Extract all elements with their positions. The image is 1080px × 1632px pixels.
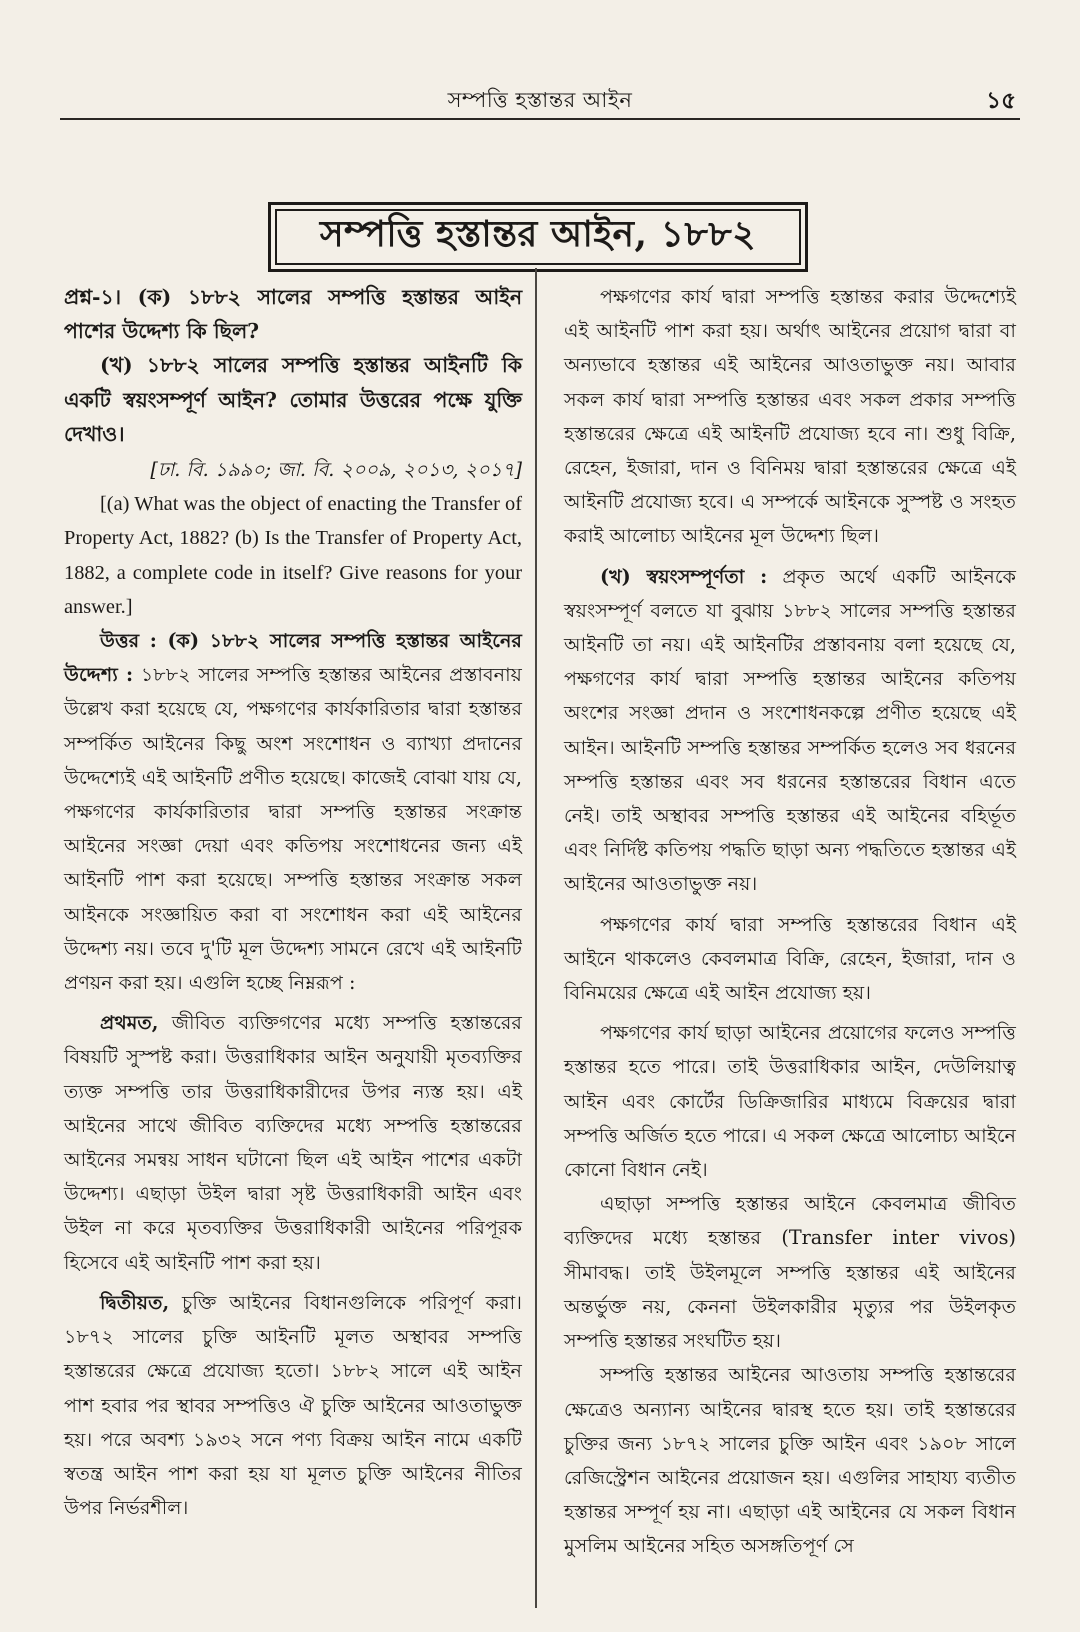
right-column (564, 280, 1016, 1564)
exam-citation: [ঢা. বি. ১৯৯০; জা. বি. ২০০৯, ২০১৩, ২০১৭] (150, 458, 522, 482)
column-divider (535, 268, 537, 1608)
right-paragraph-4: পক্ষগণের কার্য ছাড়া আইনের প্রয়োগের ফলেও সম্পত্তি হস্তান্তর হতে পারে। তাই উত্তরাধিকার আইন, দেউলিয়াত্ব আইন এবং কোর্টের ডিক্রিজারির মাধ্যমে বিক্রয়ের দ্বারা সম্পত্তি অর্জিত হতে পারে। এ সকল ক্ষেত্রে আলোচ্য আইনে কোনো বিধান নেই। (564, 1021, 1016, 1182)
chapter-title: সম্পত্তি হস্তান্তর আইন, ১৮৮২ (319, 213, 757, 255)
right-paragraph-6: সম্পত্তি হস্তান্তর আইনের আওতায় সম্পত্তি হস্তান্তরের ক্ষেত্রেও অন্যান্য আইনের দ্বারস্থ হতে হয়। তাই হস্তান্তরের চুক্তির জন্য ১৮৭২ সালের চুক্তি আইন এবং ১৯০৮ সালে রেজিস্ট্রেশন আইনের প্রয়োজন হয়। এগুলির সাহায্য ব্যতীত হস্তান্তর সম্পূর্ণ হয় না। এছাড়া এই আইনের যে সকল বিধান মুসলিম আইনের সহিত অসঙ্গতিপূর্ণ সে (564, 1363, 1016, 1558)
first-point-text: জীবিত ব্যক্তিগণের মধ্যে সম্পত্তি হস্তান্তরের বিষয়টি সুস্পষ্ট করা। উত্তরাধিকার আইন অনুযায়ী মৃতব্যক্তির ত্যক্ত সম্পত্তি তার উত্তরাধিকারীদের উপর ন্যস্ত হয়। এই আইনের সাথে জীবিত ব্যক্তিদের মধ্যে সম্পত্তি হস্তান্তরের আইনের সমন্বয় সাধন ঘটানো ছিল এই আইন পাশের একটা উদ্দেশ্য। এছাড়া উইল দ্বারা সৃষ্ট উত্তরাধিকারী আইন এবং উইল না করে মৃতব্যক্তির উত্তরাধিকারী আইনের পরিপূরক হিসেবে এই আইনটি পাশ করা হয়। (64, 1011, 522, 1274)
right-paragraph-5: এছাড়া সম্পত্তি হস্তান্তর আইনে কেবলমাত্র জীবিত ব্যক্তিদের মধ্যে হস্তান্তর (Transfer inter vivos) সীমাবদ্ধ। তাই উইলমূলে সম্পত্তি হস্তান্তর এই আইনের অন্তর্ভুক্ত নয়, কেননা উইলকারীর মৃত্যুর পর উইলকৃত সম্পত্তি হস্তান্তর সংঘটিত হয়। (564, 1192, 1016, 1353)
english-question: [(a) What was the object of enacting the Transfer of Property Act, 1882? (b) Is the Transfer of Property Act, 1882, a complete code in itself? Give reasons for your answer.] (64, 493, 522, 618)
first-point-lead: প্রথমত, (100, 1011, 159, 1035)
second-point-lead: দ্বিতীয়ত, (100, 1290, 170, 1314)
right-paragraph-1: পক্ষগণের কার্য দ্বারা সম্পত্তি হস্তান্তর করার উদ্দেশ্যেই এই আইনটি পাশ করা হয়। অর্থাৎ আইনের প্রয়োগ দ্বারা বা অন্যভাবে হস্তান্তর এই আইনের আওতাভুক্ত নয়। আবার সকল কার্য দ্বারা সম্পত্তি হস্তান্তর এবং সকল প্রকার সম্পত্তি হস্তান্তরের ক্ষেত্রে এই আইনটি প্রযোজ্য হবে না। শুধু বিক্রি, রেহেন, ইজারা, দান ও বিনিময় দ্বারা হস্তান্তরের ক্ষেত্রে এই আইনটি প্রযোজ্য হবে। এ সম্পর্কে আইনকে সুস্পষ্ট ও সংহত করাই আলোচ্য আইনের মূল উদ্দেশ্য ছিল। (564, 285, 1016, 548)
answer-heading: উত্তর : (ক) ১৮৮২ সালের সম্পত্তি হস্তান্তর আইনের উদ্দেশ্য : (64, 629, 522, 687)
chapter-title-inner-frame (275, 209, 801, 265)
answer-text: ১৮৮২ সালের সম্পত্তি হস্তান্তর আইনের প্রস্তাবনায় উল্লেখ করা হয়েছে যে, পক্ষগণের কার্যকারিতার দ্বারা হস্তান্তর সম্পর্কিত আইনের কিছু অংশ সংশোধন ও ব্যাখ্যা প্রদানের উদ্দেশ্যেই এই আইনটি প্রণীত হয়েছে। কাজেই বোঝা যায় যে, পক্ষগণের কার্যকারিতার দ্বারা সম্পত্তি হস্তান্তর সংক্রান্ত আইনের সংজ্ঞা দেয়া এবং কতিপয় সংশোধনের জন্য এই আইনটি পাশ করা হয়েছে। সম্পত্তি হস্তান্তর সংক্রান্ত সকল আইনকে সংজ্ঞায়িত করা বা সংশোধন করা এই আইনের উদ্দেশ্য নয়। তবে দু'টি মূল উদ্দেশ্য সামনে রেখে এই আইনটি প্রণয়ন করা হয়। এগুলি হচ্ছে নিম্নরূপ : (64, 663, 522, 995)
question-a: প্রশ্ন-১। (ক) ১৮৮২ সালের সম্পত্তি হস্তান্তর আইন পাশের উদ্দেশ্য কি ছিল? (64, 285, 522, 344)
first-point-paragraph (64, 1006, 522, 1280)
question-b: (খ) ১৮৮২ সালের সম্পত্তি হস্তান্তর আইনটি কি একটি স্বয়ংসম্পূর্ণ আইন? তোমার উত্তরের পক্ষে যুক্তি দেখাও। (64, 353, 522, 446)
left-column (64, 280, 522, 1525)
second-point-paragraph (64, 1286, 522, 1525)
answer-b-paragraph (564, 560, 1016, 902)
answer-b-text: প্রকৃত অর্থে একটি আইনকে স্বয়ংসম্পূর্ণ বলতে যা বুঝায় ১৮৮২ সালের সম্পত্তি হস্তান্তর আইনটি তা নয়। এই আইনটির প্রস্তাবনায় বলা হয়েছে যে, পক্ষগণের কার্য দ্বারা সম্পত্তি হস্তান্তর আইনের কতিপয় অংশের সংজ্ঞা প্রদান ও সংশোধনকল্পে প্রণীত হয়েছে এই আইন। আইনটি সম্পত্তি হস্তান্তর সম্পর্কিত হলেও সব ধরনের সম্পত্তি হস্তান্তর এবং সব ধরনের হস্তান্তরের বিধান এতে নেই। তাই অস্থাবর সম্পত্তি হস্তান্তর এই আইনের বহির্ভূত এবং নির্দিষ্ট কতিপয় পদ্ধতি ছাড়া অন্য পদ্ধতিতে হস্তান্তর এই আইনের আওতাভুক্ত নয়। (564, 564, 1016, 896)
answer-a-paragraph (64, 624, 522, 1000)
chapter-title-box (268, 202, 808, 272)
second-point-text: চুক্তি আইনের বিধানগুলিকে পরিপূর্ণ করা। ১৮৭২ সালের চুক্তি আইনটি মূলত অস্থাবর সম্পত্তি হস্তান্তরের ক্ষেত্রে প্রযোজ্য হতো। ১৮৮২ সালে এই আইন পাশ হবার পর স্থাবর সম্পত্তিও ঐ চুক্তি আইনের আওতাভুক্ত হয়। পরে অবশ্য ১৯৩২ সনে পণ্য বিক্রয় আইন নামে একটি স্বতন্ত্র আইন পাশ করা হয় যা মূলত চুক্তি আইনের নীতির উপর নির্ভরশীল। (64, 1290, 522, 1520)
right-paragraph-3: পক্ষগণের কার্য দ্বারা সম্পত্তি হস্তান্তরের বিধান এই আইনে থাকলেও কেবলমাত্র বিক্রি, রেহেন, ইজারা, দান ও বিনিময়ের ক্ষেত্রে এই আইন প্রযোজ্য হয়। (564, 912, 1016, 1005)
running-title: সম্পত্তি হস্তান্তর আইন (447, 88, 633, 112)
page-header (60, 78, 1020, 120)
answer-b-heading: (খ) স্বয়ংসম্পূর্ণতা : (600, 564, 768, 588)
page-number: ১৫ (986, 87, 1016, 114)
